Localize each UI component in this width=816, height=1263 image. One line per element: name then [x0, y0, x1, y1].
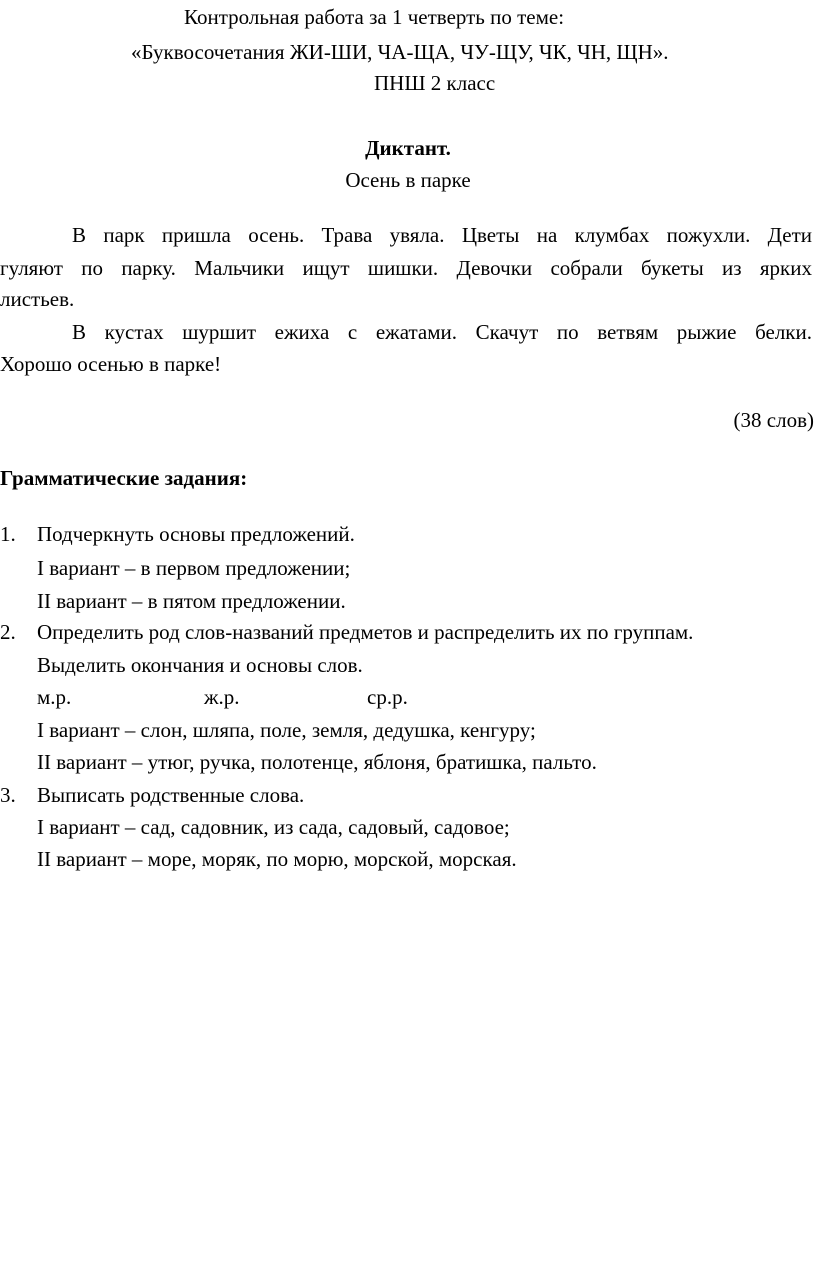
task-2-variant-2: II вариант – утюг, ручка, полотенце, яблоня, братишка, пальто. — [37, 750, 597, 774]
grammar-heading: Грамматические задания: — [0, 466, 248, 490]
task-2-variant-1: I вариант – слон, шляпа, поле, земля, дедушка, кенгуру; — [37, 718, 536, 742]
paragraph-1-line-3: листьев. — [0, 287, 75, 311]
paragraph-2-line-2: Хорошо осенью в парке! — [0, 352, 222, 376]
paragraph-1-line-2: гуляют по парку. Мальчики ищут шишки. Девочки собрали букеты из ярких — [0, 256, 812, 280]
dictation-title: Осень в парке — [345, 168, 471, 192]
dictation-heading: Диктант. — [365, 136, 451, 160]
task-1-number: 1. — [0, 522, 16, 546]
task-1-variant-1: I вариант – в первом предложении; — [37, 556, 351, 580]
header-line-1: Контрольная работа за 1 четверть по теме: — [184, 5, 565, 29]
task-1-text: Подчеркнуть основы предложений. — [37, 522, 355, 546]
paragraph-2-line-1: В кустах шуршит ежиха с ежатами. Скачут по ветвям рыжие белки. — [72, 320, 812, 344]
task-2-column-neuter: ср.р. — [367, 685, 408, 709]
task-1-variant-2: II вариант – в пятом предложении. — [37, 589, 346, 613]
task-2-column-feminine: ж.р. — [204, 685, 240, 709]
task-2-text-2: Выделить окончания и основы слов. — [37, 653, 363, 677]
word-count: (38 слов) — [733, 408, 814, 432]
header-line-3: ПНШ 2 класс — [374, 71, 496, 95]
task-3-variant-2: II вариант – море, моряк, по морю, морской, морская. — [37, 847, 517, 871]
task-3-text: Выписать родственные слова. — [37, 783, 305, 807]
task-2-column-masculine: м.р. — [37, 685, 72, 709]
task-3-variant-1: I вариант – сад, садовник, из сада, садовый, садовое; — [37, 815, 510, 839]
task-2-text: Определить род слов-названий предметов и распределить их по группам. — [37, 620, 694, 644]
paragraph-1-line-1: В парк пришла осень. Трава увяла. Цветы на клумбах пожухли. Дети — [72, 223, 812, 247]
task-3-number: 3. — [0, 783, 16, 807]
header-line-2: «Буквосочетания ЖИ-ШИ, ЧА-ЩА, ЧУ-ЩУ, ЧК, ЧН, ЩН». — [131, 40, 669, 64]
task-2-number: 2. — [0, 620, 16, 644]
